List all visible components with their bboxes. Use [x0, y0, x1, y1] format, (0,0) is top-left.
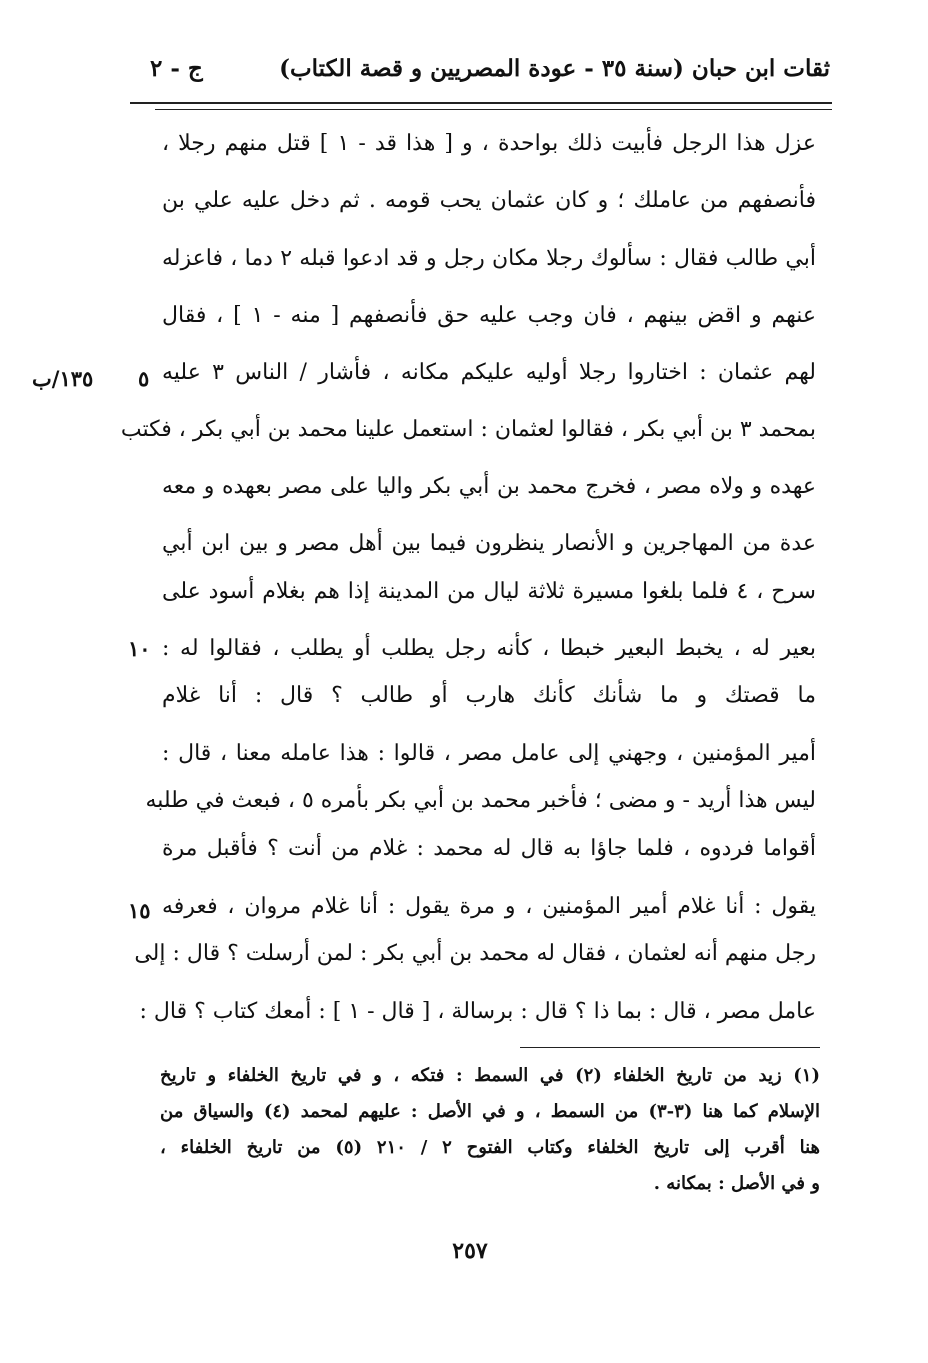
text-line: عزل هذا الرجل فأبيت ذلك بواحدة ، و [ هذا قد - ١ ] قتل منهم رجلا ، [162, 131, 816, 156]
text-line: سرح ، ٤ فلما بلغوا مسيرة ثلاثة ليال من المدينة إذا هم بغلام أسود على [162, 579, 816, 604]
header-volume: ج - ٢ [150, 55, 203, 82]
footnote-line: و في الأصل : بمكانه . [653, 1173, 820, 1194]
text-line: أقواما فردوه ، فلما جاؤا به قال له محمد : غلام من أنت ؟ فأقبل مرة [162, 836, 816, 861]
text-line: ليس هذا أريد - و مضى ؛ فأخبر محمد بن أبي بكر بأمره ٥ ، فبعث في طلبه [145, 788, 816, 813]
folio-marker: ١٣٥/ب [32, 366, 94, 391]
text-line: عنهم و اقض بينهم ، فان وجب عليه حق فأنصفهم [ منه - ١ ] ، فقال [162, 303, 816, 328]
text-line: لهم عثمان : اختاروا رجلا أوليه عليكم مكانه ، فأشار / الناس ٣ عليه [162, 360, 816, 385]
footnote-line: (١) زيد من تاريخ الخلفاء (٢) في السمط : فتكه ، و في تاريخ الخلفاء و تاريخ [160, 1065, 820, 1086]
text-line: عامل مصر ، قال : بما ذا ؟ قال : برسالة ، [ قال - ١ ] : أمعك كتاب ؟ قال : [139, 999, 816, 1024]
running-header [150, 55, 830, 95]
header-rule-thin [155, 109, 832, 110]
line-number-5: ٥ [138, 366, 150, 391]
footnote-line: هنا أقرب إلى تاريخ الخلفاء وكتاب الفتوح ٢ / ٢١٠ (٥) من تاريخ الخلفاء ، [160, 1137, 820, 1158]
text-line: بمحمد ٣ بن أبي بكر ، فقالوا لعثمان : استعمل علينا محمد بن أبي بكر ، فكتب [120, 417, 816, 442]
text-line: بعير له ، يخبط البعير خبطا ، كأنه رجل يطلب أو يطلب ، فقالوا له : [162, 636, 816, 661]
text-line: أبي طالب فقال : سألوك رجلا مكان رجل و قد ادعوا قبله ٢ دما ، فاعزله [162, 246, 816, 271]
line-number-10: ١٠ [128, 636, 151, 661]
header-rule-thick [130, 102, 832, 104]
footnote-line: الإسلام كما هنا (٣-٣) من السمط ، و في الأصل : عليهم لمحمد (٤) والسياق من [160, 1101, 820, 1122]
text-line: أمير المؤمنين ، وجهني إلى عامل مصر ، قالوا : هذا عامله معنا ، قال : [162, 741, 816, 766]
text-line: ما قصتك و ما شأنك كأنك هارب أو طالب ؟ قال : أنا غلام [162, 683, 816, 708]
footnote-rule [520, 1047, 820, 1048]
text-line: يقول : أنا غلام أمير المؤمنين ، و مرة يقول : أنا غلام مروان ، فعرفه [162, 894, 817, 919]
line-number-15: ١٥ [128, 898, 151, 923]
text-line: فأنصفهم من عاملك ؛ و كان عثمان يحب قومه . ثم دخل عليه علي بن [162, 188, 816, 213]
text-line: عهده و ولاه مصر ، فخرج محمد بن أبي بكر واليا على مصر بعهده و معه [162, 474, 816, 499]
text-line: عدة من المهاجرين و الأنصار ينظرون فيما بين أهل مصر و بين ابن أبي [162, 531, 816, 556]
page-number: ٢٥٧ [452, 1238, 488, 1264]
header-title: ثقات ابن حبان (سنة ٣٥ - عودة المصريين و قصة الكتاب) [279, 55, 830, 82]
text-line: رجل منهم أنه لعثمان ، فقال له محمد بن أبي بكر : لمن أرسلت ؟ قال : إلى [134, 941, 816, 966]
